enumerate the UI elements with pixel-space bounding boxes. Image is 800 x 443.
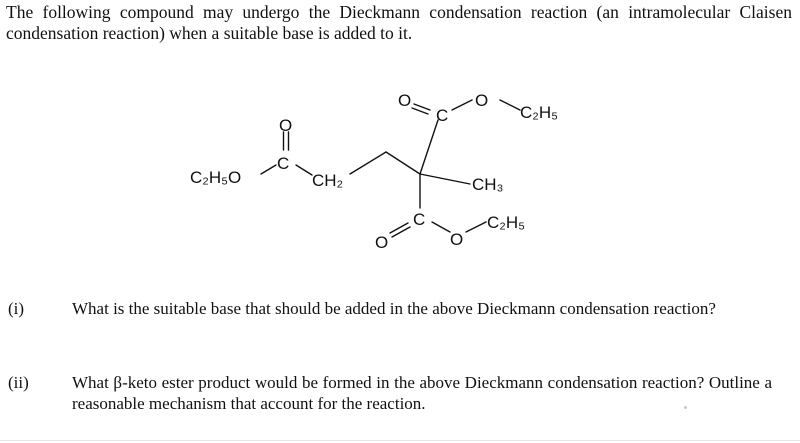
bond-top-o-ethyl [500,100,520,110]
question-1-text: What is the suitable base that should be added in the above Dieckmann condensation reaction? [72,299,716,318]
label-bottom-ethyl: C₂H₅ [487,213,526,232]
label-bottom-c: C [413,210,426,229]
label-ch3: CH₃ [472,175,504,194]
bond-bottom-co-a [390,223,408,233]
bottom-divider [0,440,800,441]
bond-bottom-o-ethyl [466,222,486,232]
label-ch2: CH₂ [312,171,344,190]
label-carbonyl-c: C [277,154,290,173]
question-1-label: (i) [8,299,25,318]
bond-o-c-left [261,165,276,174]
label-top-ethyl: C₂H₅ [520,103,559,122]
label-left-ethoxy: C₂H₅O [190,168,242,187]
question-2-label: (ii) [8,373,29,392]
bond-bottom-c-o [432,222,450,232]
label-top-c: C [436,106,449,125]
stray-mark [684,406,687,409]
label-carbonyl-o: O [279,116,293,135]
question-2-text: What β-keto ester product would be formed in the above Dieckmann condensation reaction? Outline a reasonable mechanism that account for the reaction. [72,373,772,413]
structure-drawing [150,78,630,270]
bond-ch-ch3 [420,174,470,184]
bond-ch-top-c [420,120,438,174]
chemical-structure [150,78,630,270]
label-bottom-o: O [375,233,389,252]
bond-bottom-co-b [392,227,410,237]
question-intro: The following compound may undergo the Dieckmann condensation reaction (an intramolecular Claisen condensation reaction) when a suitable base is added to it. [6,2,792,43]
bond-ch2-ch2 [350,152,386,174]
bond-top-c-o [452,100,472,110]
bond-c-ch2 [296,165,312,175]
label-bottom-ester-o: O [450,230,464,249]
label-top-o: O [398,91,412,110]
bond-ch2-ch [386,152,420,174]
label-top-ester-o: O [475,91,489,110]
